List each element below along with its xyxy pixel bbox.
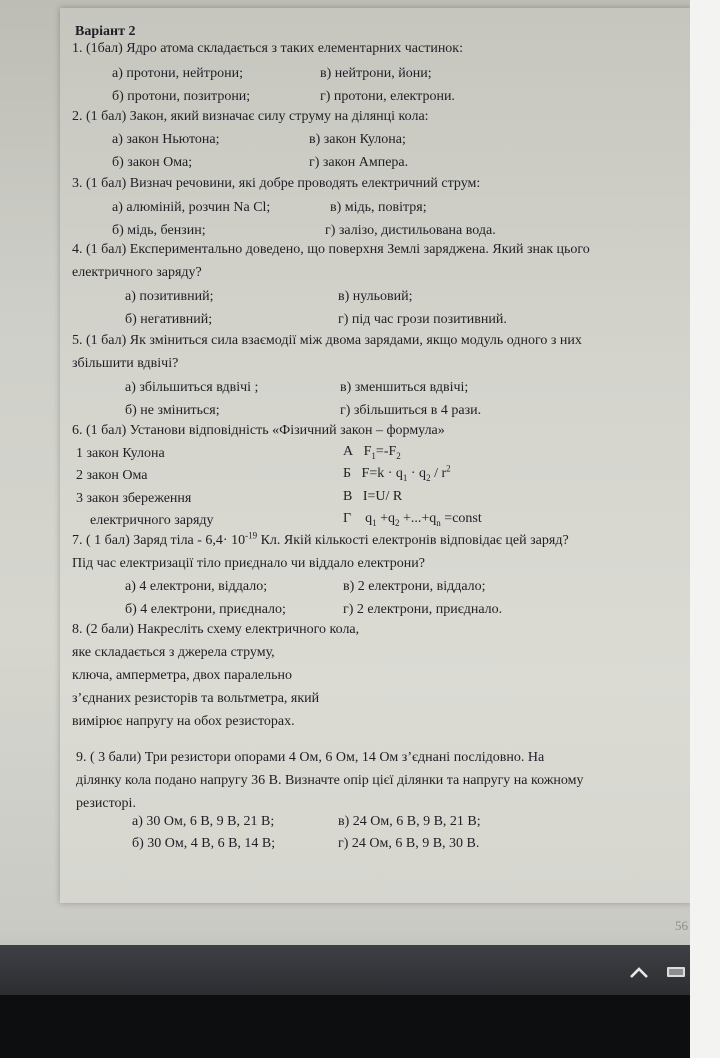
question-8-line-3: ключа, амперметра, двох паралельно [72,668,293,683]
q4-answer-g: г) під час грози позитивний. [338,312,507,327]
system-tray-icon[interactable] [666,965,686,979]
q6-formula-a: А $F_1=-F_2$ [343,444,401,461]
q2-answer-a: а) закон Ньютона; [112,132,220,147]
q4-answer-v: в) нульовий; [338,289,413,304]
question-7-line-2: Під час електризації тіло приєднало чи віддало електрони? [72,556,425,571]
q7-answer-v: в) 2 електрони, віддало; [343,579,486,594]
q6-formula-v: В I=U/ R [343,489,403,504]
monitor-bezel [0,995,698,1058]
q7-answer-g: г) 2 електрони, приєднало. [343,602,503,617]
question-5-line-1: 5. (1 бал) Як зміниться сила взаємодії між двома зарядами, якщо модуль одного з них [72,333,582,348]
q5-answer-a: а) збільшиться вдвічі ; [125,380,259,395]
question-7-line-1: 7. ( 1 бал) Заряд тіла - $6,4\cdot 10^{-19}$ Кл. Якій кількості електронів відповідає цей заряд? [72,530,569,548]
q6-law-3-cont: електричного заряду [90,513,214,528]
question-8-line-1: 8. (2 бали) Накресліть схему електричного кола, [72,622,360,637]
q1-answer-a: а) протони, нейтрони; [112,66,243,81]
q3-answer-a: а) алюміній, розчин Na Cl; [112,200,271,215]
q9-answer-a: а) 30 Ом, 6 В, 9 В, 21 В; [132,814,275,829]
chevron-up-icon[interactable] [628,966,650,980]
taskbar [0,945,698,995]
q6-formula-g: Г $q_1 +q_2 +...+q_n$ =const [343,511,482,528]
question-9-line-1: 9. ( 3 бали) Три резистори опорами 4 Ом, 6 Ом, 14 Ом з’єднані послідовно. На [76,750,545,765]
question-1: 1. (1бал) Ядро атома складається з таких елементарних частинок: [72,41,464,56]
question-3: 3. (1 бал) Визнач речовини, які добре проводять електричний струм: [72,176,481,191]
q4-answer-a: а) позитивний; [125,289,214,304]
q3-answer-g: г) залізо, дистильована вода. [325,223,496,238]
q2-answer-b: б) закон Ома; [112,155,193,170]
page-number: 56 [675,918,688,933]
q1-answer-v: в) нейтрони, йони; [320,66,432,81]
q5-answer-b: б) не зміниться; [125,403,220,418]
q2-answer-v: в) закон Кулона; [309,132,406,147]
q9-answer-b: б) 30 Ом, 4 В, 6 В, 14 В; [132,836,276,851]
question-8-line-2: яке складається з джерела струму, [72,645,275,660]
q7-answer-a: а) 4 електрони, віддало; [125,579,268,594]
question-2: 2. (1 бал) Закон, який визначає силу струму на ділянці кола: [72,109,429,124]
question-9-line-2: ділянку кола подано напругу 36 В. Визначте опір цієї ділянки та напругу на кожному [76,773,584,788]
q3-answer-v: в) мідь, повітря; [330,200,427,215]
question-4-line-1: 4. (1 бал) Експериментально доведено, що поверхня Землі заряджена. Який знак цього [72,242,590,257]
q6-law-3: 3 закон збереження [76,491,192,506]
document-page [60,8,692,903]
question-8-line-5: вимірює напругу на обох резисторах. [72,714,295,729]
q9-answer-g: г) 24 Ом, 6 В, 9 В, 30 В. [338,836,480,851]
q1-answer-g: г) протони, електрони. [320,89,455,104]
q9-answer-v: в) 24 Ом, 6 В, 9 В, 21 В; [338,814,481,829]
q6-law-2: 2 закон Ома [76,468,148,483]
q5-answer-v: в) зменшиться вдвічі; [340,380,469,395]
q7-answer-b: б) 4 електрони, приєднало; [125,602,286,617]
q3-answer-b: б) мідь, бензин; [112,223,206,238]
q5-answer-g: г) збільшиться в 4 рази. [340,403,482,418]
background-edge [690,0,720,1058]
question-6: 6. (1 бал) Установи відповідність «Фізичний закон – формула» [72,423,445,438]
q6-law-1: 1 закон Кулона [76,446,165,461]
question-4-line-2: електричного заряду? [72,265,202,280]
q4-answer-b: б) негативний; [125,312,213,327]
q2-answer-g: г) закон Ампера. [309,155,409,170]
question-5-line-2: збільшити вдвічі? [72,356,179,371]
question-9-line-3: резисторі. [76,796,136,811]
q1-answer-b: б) протони, позитрони; [112,89,251,104]
page-title: Варіант 2 [75,24,136,39]
question-8-line-4: з’єднаних резисторів та вольтметра, який [72,691,320,706]
q6-formula-b: Б $F=k \cdot q_1 \cdot q_2 / r^2$ [343,463,451,483]
